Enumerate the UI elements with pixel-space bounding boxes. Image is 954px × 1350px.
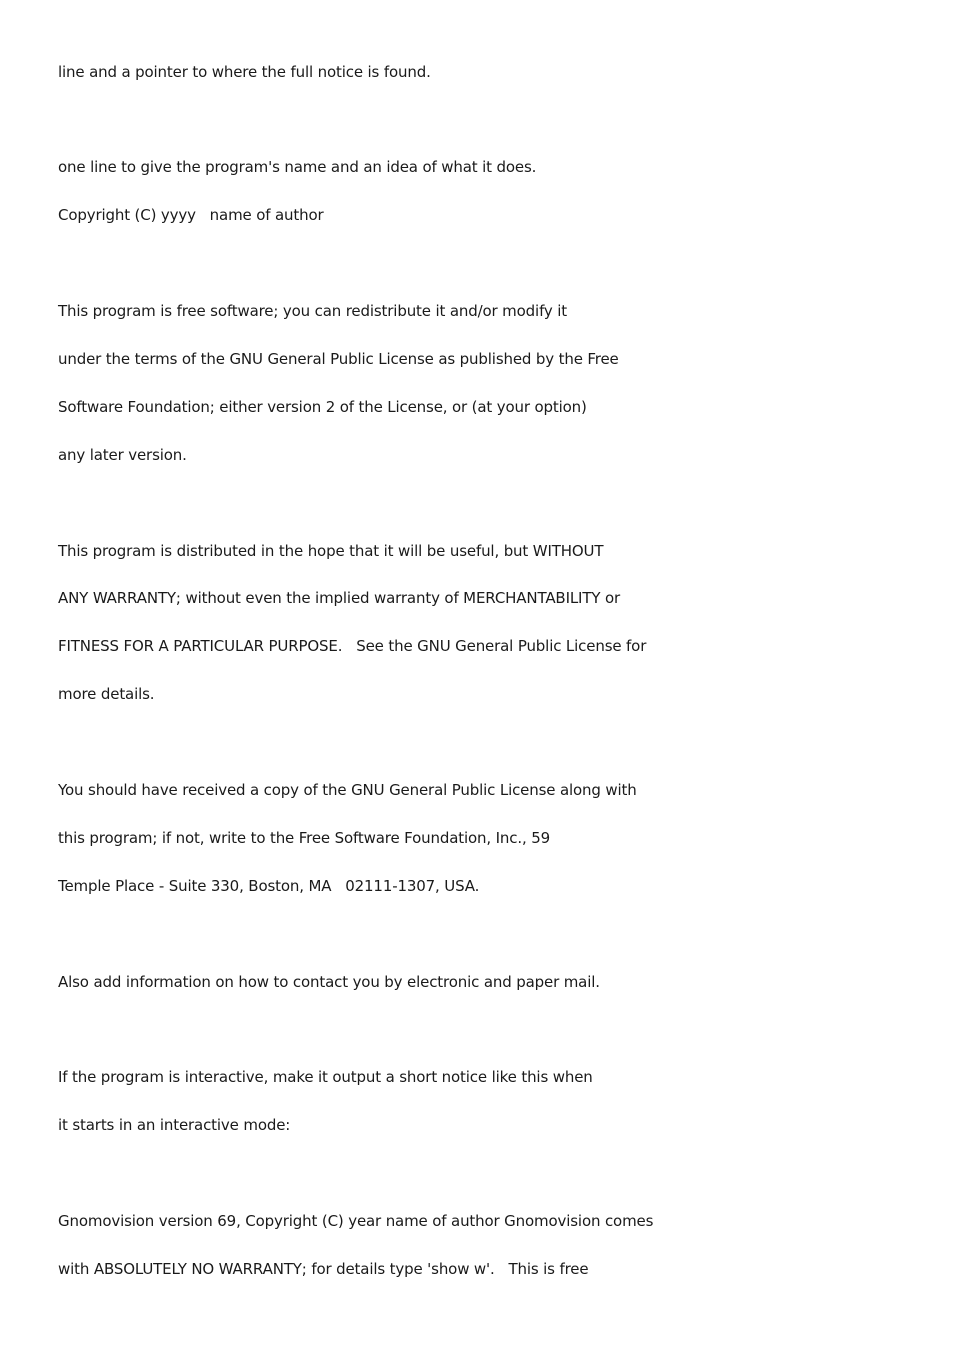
- text-line: You should have received a copy of the GNU General Public License along with: [58, 781, 637, 799]
- text-line: FITNESS FOR A PARTICULAR PURPOSE. See the GNU General Public License for: [58, 637, 647, 655]
- text-line: Software Foundation; either version 2 of the License, or (at your option): [58, 398, 587, 416]
- text-line: Gnomovision version 69, Copyright (C) year name of author Gnomovision comes: [58, 1212, 654, 1230]
- text-line: one line to give the program's name and an idea of what it does.: [58, 158, 537, 176]
- text-line: more details.: [58, 685, 155, 703]
- text-line: ANY WARRANTY; without even the implied warranty of MERCHANTABILITY or: [58, 589, 621, 607]
- text-line: any later version.: [58, 446, 187, 464]
- text-line: If the program is interactive, make it output a short notice like this when: [58, 1068, 593, 1086]
- text-line: under the terms of the GNU General Public License as published by the Free: [58, 350, 619, 368]
- text-line: with ABSOLUTELY NO WARRANTY; for details type 'show w'. This is free: [58, 1260, 589, 1278]
- text-line: line and a pointer to where the full notice is found.: [58, 63, 431, 81]
- text-line: Copyright (C) yyyy name of author: [58, 206, 324, 224]
- text-line: this program; if not, write to the Free Software Foundation, Inc., 59: [58, 829, 550, 847]
- text-line: it starts in an interactive mode:: [58, 1116, 291, 1134]
- text-line: Temple Place - Suite 330, Boston, MA 02111-1307, USA.: [58, 877, 480, 895]
- text-line: This program is distributed in the hope that it will be useful, but WITHOUT: [58, 542, 604, 560]
- text-line: Also add information on how to contact you by electronic and paper mail.: [58, 973, 600, 991]
- text-line: This program is free software; you can redistribute it and/or modify it: [58, 302, 568, 320]
